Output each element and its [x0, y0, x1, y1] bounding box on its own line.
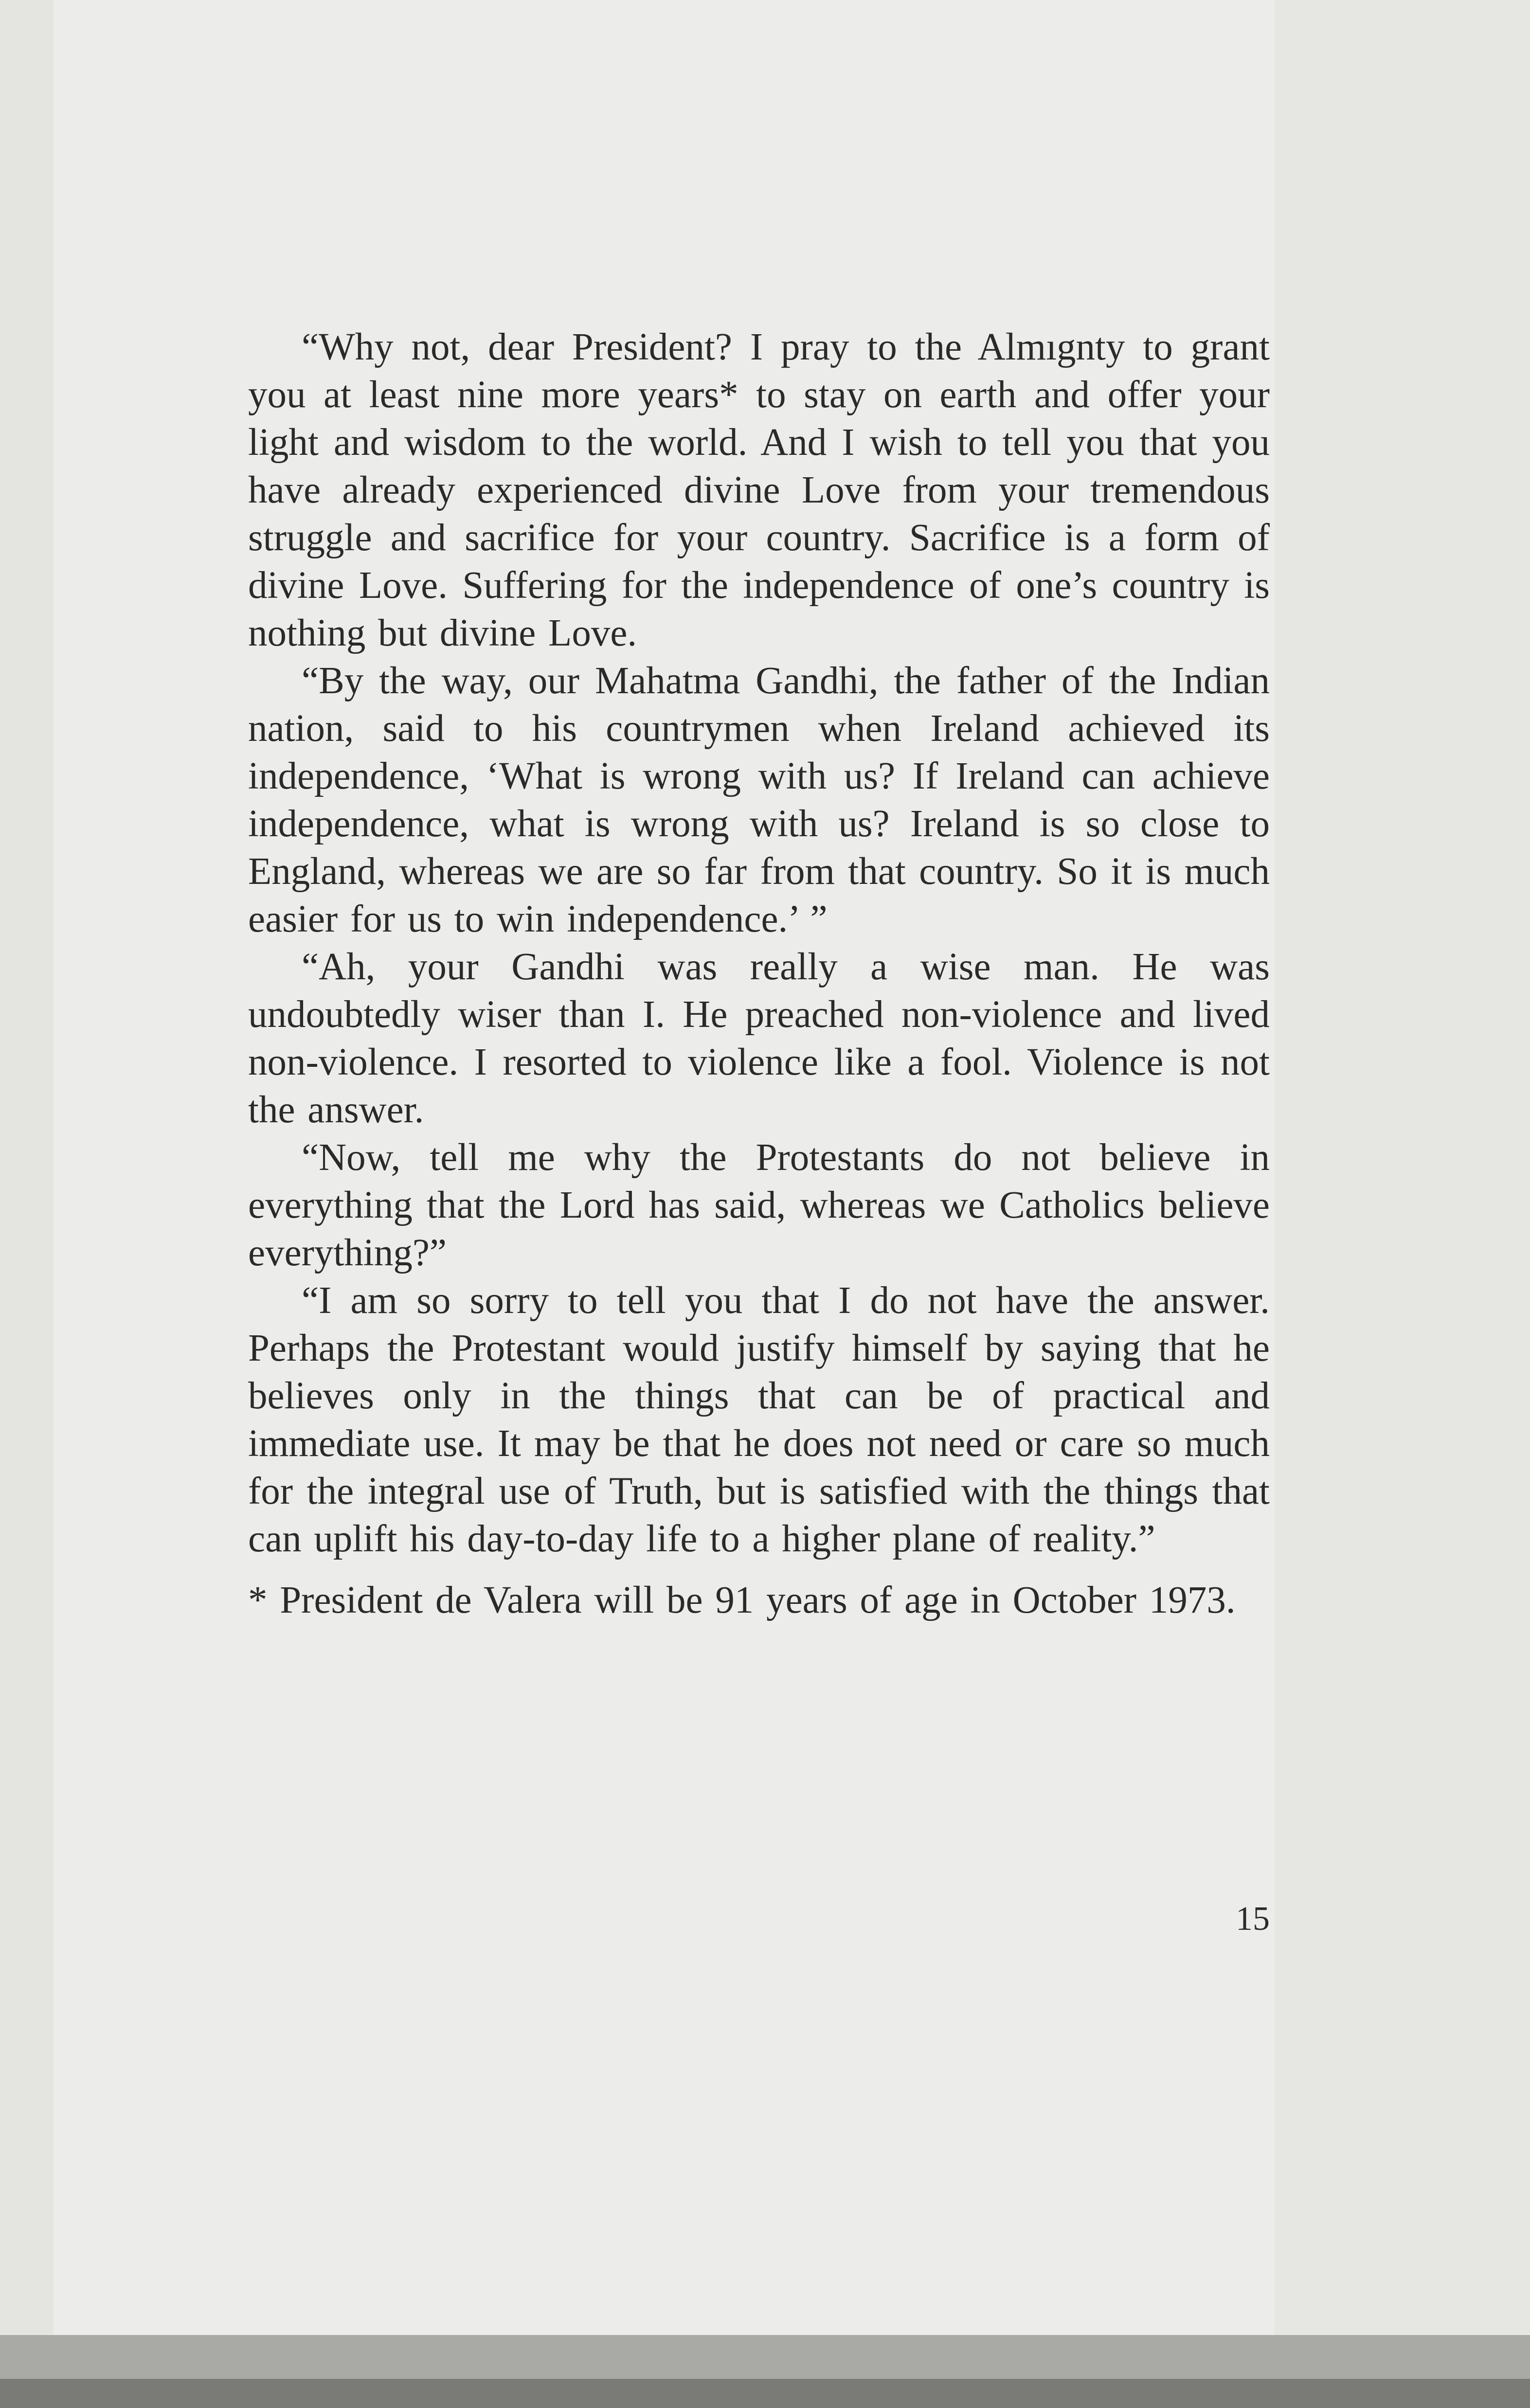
- paragraph: “Why not, dear President? I pray to the Almıgnty to grant you at least nine more years* to stay on earth and offer your light and wisdom to the world. And I wish to tell you that you have already experienced divine Love from your tremendous struggle and sacrifice for your country. Sacrifice is a form of divine Love. Suffering for the independence of one’s country is nothing but divine Love.: [248, 326, 1270, 654]
- paragraph: “By the way, our Mahatma Gandhi, the father of the Indian nation, said to his countrymen when Ireland achieved its independence, ‘What is wrong with us? If Ireland can achieve independence, what is wrong with us? Ireland is so close to England, whereas we are so far from that country. So it is much easier for us to win independence.’ ”: [248, 660, 1270, 940]
- paragraph: “Ah, your Gandhi was really a wise man. He was undoubtedly wiser than I. He preached non-violence and lived non-violence. I resorted to violence like a fool. Violence is not the answer.: [248, 946, 1270, 1131]
- body-text: [248, 323, 1270, 1624]
- footnote: * President de Valera will be 91 years of age in October 1973.: [248, 1579, 1236, 1621]
- paragraph: “I am so sorry to tell you that I do not have the answer. Perhaps the Protestant would justify himself by saying that he believes only in the things that can be of practical and immediate use. It may be that he does not need or care so much for the integral use of Truth, but is satisfied with the things that can uplift his day-to-day life to a higher plane of reality.”: [248, 1279, 1270, 1560]
- scan-bottom-edge: [0, 2335, 1530, 2379]
- page-number: 15: [1236, 1900, 1270, 1938]
- page-left-margin: [0, 0, 54, 2379]
- paragraph: “Now, tell me why the Protestants do not believe in everything that the Lord has said, whereas we Catholics believe everything?”: [248, 1136, 1270, 1274]
- page-right-margin: [1275, 0, 1530, 2379]
